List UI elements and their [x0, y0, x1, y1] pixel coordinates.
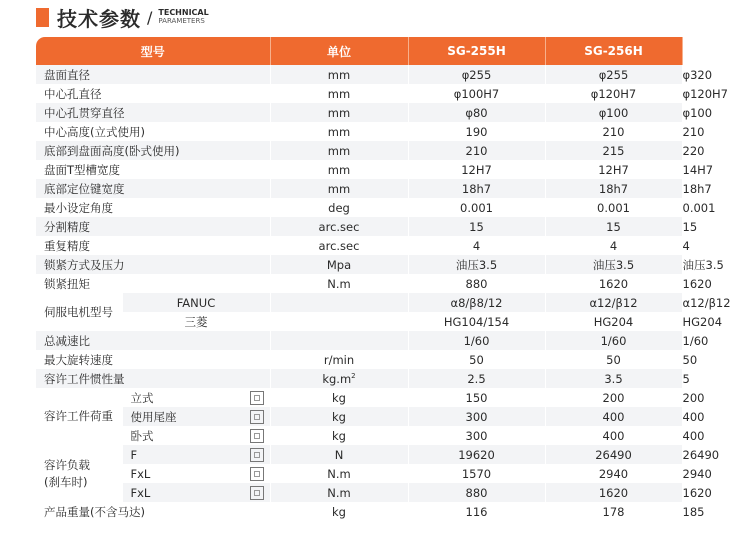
table-row: 重复精度 arc.sec 4 4 4 — [36, 236, 682, 255]
row-unit: mm — [270, 179, 408, 198]
row-value: 300 — [408, 407, 545, 426]
row-value: 4 — [408, 236, 545, 255]
row-value: 2940 — [545, 464, 682, 483]
row-value: φ255 — [408, 65, 545, 84]
sub-label-wrap — [131, 467, 270, 481]
row-label: 底部到盘面高度(卧式使用) — [36, 141, 270, 160]
row-value: 1570 — [408, 464, 545, 483]
row-value: 50 — [408, 350, 545, 369]
row-unit — [270, 312, 408, 331]
sub-label: 三菱 — [122, 312, 270, 331]
load-diagram-icon — [250, 486, 264, 500]
row-unit: kg — [270, 502, 408, 521]
row-label: 中心孔直径 — [36, 84, 270, 103]
table-row: 伺服电机型号 FANUC α8/β8/12 α12/β12 α12/β12 — [36, 293, 682, 312]
row-label: 最大旋转速度 — [36, 350, 270, 369]
sub-label: 卧式 — [130, 428, 154, 443]
row-value: HG204 — [545, 312, 682, 331]
row-value: 190 — [408, 122, 545, 141]
row-value: φ120H7 — [545, 84, 682, 103]
row-value: 油压3.5 — [545, 255, 682, 274]
row-unit: N.m — [270, 274, 408, 293]
row-value: φ100H7 — [408, 84, 545, 103]
row-label: 总减速比 — [36, 331, 270, 350]
sub-label: 立式 — [130, 390, 154, 405]
row-label: 中心孔贯穿直径 — [36, 103, 270, 122]
table-row: 使用尾座 kg 300 400 400 — [36, 407, 682, 426]
row-value: 0.001 — [545, 198, 682, 217]
subtitle-line-1: TECHNICAL — [158, 8, 209, 17]
table-header-row: 型号 单位 SG-255H SG-256H SG-320H — [36, 37, 682, 65]
sub-label-cell — [122, 388, 270, 407]
row-unit: mm — [270, 160, 408, 179]
row-unit: kg — [270, 388, 408, 407]
row-value: 1620 — [545, 274, 682, 293]
row-label: 分割精度 — [36, 217, 270, 236]
row-value: 200 — [545, 388, 682, 407]
table-row: 容许负载 (刹车时) F N 19620 26490 26490 — [36, 445, 682, 464]
col-header-unit: 单位 — [270, 37, 408, 65]
row-value: 150 — [408, 388, 545, 407]
row-label: 锁紧方式及压力 — [36, 255, 270, 274]
table-row: 中心孔直径 mm φ100H7 φ120H7 φ120H7 — [36, 84, 682, 103]
table-row: 分割精度 arc.sec 15 15 15 — [36, 217, 682, 236]
row-value: φ100 — [545, 103, 682, 122]
table-row: 卧式 kg 300 400 400 — [36, 426, 682, 445]
row-label: 底部定位键宽度 — [36, 179, 270, 198]
row-value: φ255 — [545, 65, 682, 84]
row-label: 产品重量(不含马达) — [36, 502, 270, 521]
col-header-model: 型号 — [36, 37, 270, 65]
row-value: HG104/154 — [408, 312, 545, 331]
group-label-brake — [36, 445, 122, 502]
sub-label-cell — [122, 464, 270, 483]
row-value: 300 — [408, 426, 545, 445]
row-unit: kg — [270, 426, 408, 445]
sub-label-wrap — [131, 409, 270, 425]
subtitle-line-2: PARAMETERS — [158, 17, 205, 25]
accent-bar — [36, 8, 49, 27]
table-row: 盘面直径 mm φ255 φ255 φ320 — [36, 65, 682, 84]
spec-table — [36, 37, 731, 521]
sub-label: 使用尾座 — [130, 409, 177, 424]
row-value: 1/60 — [545, 331, 682, 350]
unit-superscript: 2 — [351, 371, 356, 380]
row-unit: N.m — [270, 464, 408, 483]
row-value: 油压3.5 — [408, 255, 545, 274]
row-unit: N — [270, 445, 408, 464]
group-label-servo: 伺服电机型号 — [36, 293, 122, 331]
row-unit: mm — [270, 103, 408, 122]
table-row: 产品重量(不含马达) kg 116 178 185 — [36, 502, 682, 521]
load-diagram-icon — [250, 467, 264, 481]
row-label: 最小设定角度 — [36, 198, 270, 217]
row-unit — [270, 369, 408, 388]
table-row: 底部到盘面高度(卧式使用) mm 210 215 220 — [36, 141, 682, 160]
row-label: 盘面直径 — [36, 65, 270, 84]
row-value: 19620 — [408, 445, 545, 464]
row-value: 0.001 — [408, 198, 545, 217]
group-label-line-1: 容许负载 — [44, 457, 90, 472]
group-label-line-2: (刹车时) — [44, 474, 88, 489]
section-subtitle — [158, 9, 208, 25]
table-row: 中心高度(立式使用) mm 190 210 210 — [36, 122, 682, 141]
table-row: 总减速比 1/60 1/60 1/60 — [36, 331, 682, 350]
table-row: 锁紧方式及压力 Mpa 油压3.5 油压3.5 油压3.5 — [36, 255, 682, 274]
sub-label-cell — [122, 483, 270, 502]
row-unit: arc.sec — [270, 217, 408, 236]
sub-label: FANUC — [122, 293, 270, 312]
col-header-sg255h: SG-255H — [408, 37, 545, 65]
section-header — [36, 4, 209, 30]
row-value: 18h7 — [545, 179, 682, 198]
row-unit: mm — [270, 141, 408, 160]
row-unit — [270, 350, 408, 369]
row-value: 880 — [408, 274, 545, 293]
row-value: 210 — [408, 141, 545, 160]
sub-label-wrap — [131, 486, 270, 500]
sub-label-cell — [122, 407, 270, 426]
sub-label-wrap — [131, 390, 270, 406]
row-label: 锁紧扭矩 — [36, 274, 270, 293]
row-value: 1/60 — [408, 331, 545, 350]
table-row: 盘面T型槽宽度 mm 12H7 12H7 14H7 — [36, 160, 682, 179]
mounting-diagram-icon — [250, 429, 264, 443]
row-label: 重复精度 — [36, 236, 270, 255]
mounting-diagram-icon — [250, 391, 264, 405]
row-value: 116 — [408, 502, 545, 521]
row-value: 50 — [545, 350, 682, 369]
sub-label: FxL — [130, 466, 151, 481]
section-title: 技术参数 — [57, 6, 141, 31]
mounting-diagram-icon — [250, 410, 264, 424]
table-row: 中心孔贯穿直径 mm φ80 φ100 φ100 — [36, 103, 682, 122]
unit-text: kg.m — [322, 371, 352, 386]
sub-label-cell — [122, 445, 270, 464]
table-row: 锁紧扭矩 N.m 880 1620 1620 — [36, 274, 682, 293]
row-value: 3.5 — [545, 369, 682, 388]
title-separator: / — [147, 7, 153, 27]
row-value: α12/β12 — [545, 293, 682, 312]
load-diagram-icon — [250, 448, 264, 462]
col-header-sg256h: SG-256H — [545, 37, 682, 65]
row-unit: mm — [270, 84, 408, 103]
row-unit: mm — [270, 122, 408, 141]
table-row: FxL N.m 1570 2940 2940 — [36, 464, 682, 483]
table-row: 容许工件荷重 立式 kg 150 200 200 — [36, 388, 682, 407]
table-row: 最大旋转速度 r/min 50 50 50 — [36, 350, 682, 369]
row-unit: arc.sec — [270, 236, 408, 255]
row-value: 400 — [545, 407, 682, 426]
table-row: 底部定位键宽度 mm 18h7 18h7 18h7 — [36, 179, 682, 198]
row-unit — [270, 293, 408, 312]
row-value: 18h7 — [408, 179, 545, 198]
row-value: 12H7 — [408, 160, 545, 179]
row-value: 210 — [545, 122, 682, 141]
sub-label: F — [130, 447, 138, 462]
row-unit: Mpa — [270, 255, 408, 274]
sub-label: FxL — [130, 485, 151, 500]
row-value: 2.5 — [408, 369, 545, 388]
row-value: 26490 — [545, 445, 682, 464]
table-row: FxL N.m 880 1620 1620 — [36, 483, 682, 502]
row-unit: mm — [270, 65, 408, 84]
row-label: 中心高度(立式使用) — [36, 122, 270, 141]
row-value: 15 — [545, 217, 682, 236]
group-label-load: 容许工件荷重 — [36, 388, 122, 445]
row-value: 12H7 — [545, 160, 682, 179]
sub-label-wrap — [131, 428, 270, 444]
row-value: 400 — [545, 426, 682, 445]
row-value: 880 — [408, 483, 545, 502]
table-row: 容许工件惯性量 $kg.m^2$ 2.5 3.5 5 — [36, 369, 682, 388]
sub-label-cell — [122, 426, 270, 445]
row-value: 1620 — [545, 483, 682, 502]
table-row: 三菱 HG104/154 HG204 HG204 — [36, 312, 682, 331]
unit-text: r/min — [323, 352, 355, 367]
row-value: 215 — [545, 141, 682, 160]
row-unit: kg — [270, 407, 408, 426]
row-unit: deg — [270, 198, 408, 217]
row-value: 178 — [545, 502, 682, 521]
row-label: 盘面T型槽宽度 — [36, 160, 270, 179]
table-row: 最小设定角度 deg 0.001 0.001 0.001 — [36, 198, 682, 217]
row-value: φ80 — [408, 103, 545, 122]
row-value: 4 — [545, 236, 682, 255]
sub-label-wrap — [131, 448, 270, 462]
row-unit — [270, 331, 408, 350]
row-unit: N.m — [270, 483, 408, 502]
row-value: α8/β8/12 — [408, 293, 545, 312]
row-label: 容许工件惯性量 — [36, 369, 270, 388]
row-value: 15 — [408, 217, 545, 236]
